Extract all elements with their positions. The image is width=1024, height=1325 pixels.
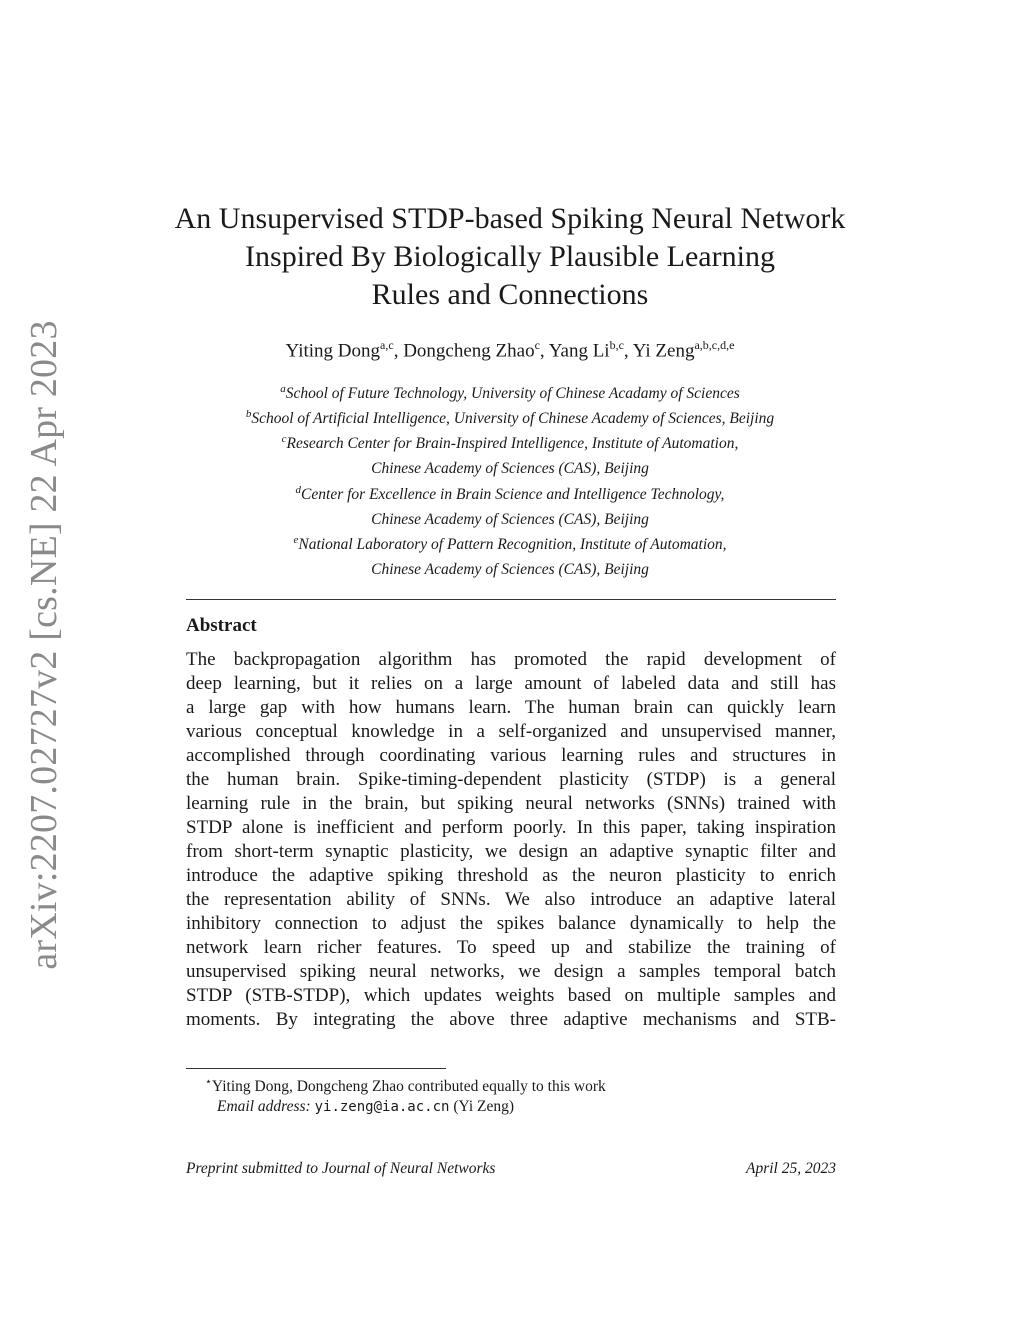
abstract-line: various conceptual knowledge in a self-organized and unsupervised manner,: [186, 721, 836, 742]
author-affil-sup: a,b,c,d,e: [694, 338, 735, 352]
author-affil-sup: b,c: [609, 338, 624, 352]
email-footnote: [205, 1097, 845, 1117]
title-line: Inspired By Biologically Plausible Learning: [245, 240, 775, 273]
affiliation-line: [160, 555, 860, 580]
footnote-rule: [186, 1068, 446, 1069]
author-list: [160, 338, 860, 362]
author-affil-sup: c: [534, 338, 540, 352]
author-name: Yang Li: [548, 340, 610, 362]
abstract-line: STDP alone is inefficient and perform poorly. In this paper, taking inspiration: [186, 817, 836, 838]
affiliation-line: [160, 379, 860, 404]
footnotes: [205, 1072, 845, 1117]
affiliation-sup: e: [293, 533, 299, 546]
author-sep: ,: [539, 340, 549, 362]
email-label: Email address:: [217, 1098, 311, 1116]
affiliation-text: Chinese Academy of Sciences (CAS), Beijing: [371, 460, 649, 478]
author-name: Yi Zeng: [632, 340, 695, 362]
equal-contribution-text: Yiting Dong, Dongcheng Zhao contributed equally to this work: [211, 1078, 606, 1096]
affiliation-sup: d: [295, 483, 302, 496]
arxiv-identifier-stamp: arXiv:2207.02727v2 [cs.NE] 22 Apr 2023: [23, 320, 65, 970]
abstract-heading: Abstract: [186, 615, 257, 636]
abstract-line: the human brain. Spike-timing-dependent plasticity (STDP) is a general: [186, 769, 836, 790]
abstract-line: a large gap with how humans learn. The human brain can quickly learn: [186, 697, 836, 718]
abstract-line: the representation ability of SNNs. We also introduce an adaptive lateral: [186, 889, 836, 910]
abstract-line: inhibitory connection to adjust the spikes balance dynamically to help the: [186, 913, 836, 934]
abstract-line: from short-term synaptic plasticity, we design an adaptive synaptic filter and: [186, 841, 836, 862]
title-line: An Unsupervised STDP-based Spiking Neural Network: [174, 202, 846, 235]
author-sep: ,: [623, 340, 633, 362]
affiliation-text: Chinese Academy of Sciences (CAS), Beijing: [371, 510, 649, 528]
equal-contribution-footnote: [205, 1072, 845, 1097]
affiliation-line: [160, 530, 860, 555]
abstract-line: moments. By integrating the above three adaptive mechanisms and STB-: [186, 1009, 836, 1030]
abstract-line: unsupervised spiking neural networks, we design a samples temporal batch: [186, 961, 836, 982]
affiliation-text: School of Future Technology, University of Chinese Acadamy of Sciences: [285, 385, 740, 403]
abstract-line: accomplished through coordinating various learning rules and structures in: [186, 745, 836, 766]
abstract-line: learning rule in the brain, but spiking neural networks (SNNs) trained with: [186, 793, 836, 814]
footnote-star-mark: ⋆: [205, 1076, 212, 1088]
abstract-body: [186, 648, 836, 1032]
abstract-line: network learn richer features. To speed up and stabilize the training of: [186, 937, 836, 958]
affiliation-list: [160, 379, 860, 580]
affiliation-line: [160, 429, 860, 454]
abstract-line: deep learning, but it relies on a large amount of labeled data and still has: [186, 673, 836, 694]
paper-title: [160, 200, 860, 314]
footer-date: April 25, 2023: [746, 1160, 836, 1177]
abstract-top-rule: [186, 599, 836, 600]
affiliation-line: [160, 480, 860, 505]
abstract-line: introduce the adaptive spiking threshold as the neuron plasticity to enrich: [186, 865, 836, 886]
abstract-line: STDP (STB-STDP), which updates weights based on multiple samples and: [186, 985, 836, 1006]
email-owner: (Yi Zeng): [453, 1098, 515, 1116]
affiliation-text: National Laboratory of Pattern Recognition, Institute of Automation,: [298, 536, 727, 554]
abstract-line: The backpropagation algorithm has promoted the rapid development of: [186, 649, 836, 670]
author-name: Yiting Dong: [285, 340, 381, 362]
email-address-link[interactable]: yi.zeng@ia.ac.cn: [314, 1099, 450, 1116]
affiliation-line: [160, 505, 860, 530]
author-name: Dongcheng Zhao: [403, 340, 535, 362]
affiliation-text: Chinese Academy of Sciences (CAS), Beijing: [371, 561, 649, 579]
author-sep: ,: [393, 340, 404, 362]
affiliation-text: Center for Excellence in Brain Science and Intelligence Technology,: [301, 485, 725, 503]
affiliation-sup: b: [245, 408, 252, 421]
author-affil-sup: a,c: [380, 338, 394, 352]
title-line: Rules and Connections: [371, 278, 649, 311]
affiliation-text: School of Artificial Intelligence, University of Chinese Academy of Sciences, Beijing: [251, 410, 775, 428]
affiliation-sup: a: [280, 383, 286, 395]
affiliation-line: [160, 454, 860, 479]
affiliation-sup: c: [281, 433, 287, 446]
affiliation-text: Research Center for Brain-Inspired Intelligence, Institute of Automation,: [286, 435, 739, 453]
footer-submission-note: Preprint submitted to Journal of Neural Networks: [186, 1160, 496, 1177]
affiliation-line: [160, 404, 860, 429]
